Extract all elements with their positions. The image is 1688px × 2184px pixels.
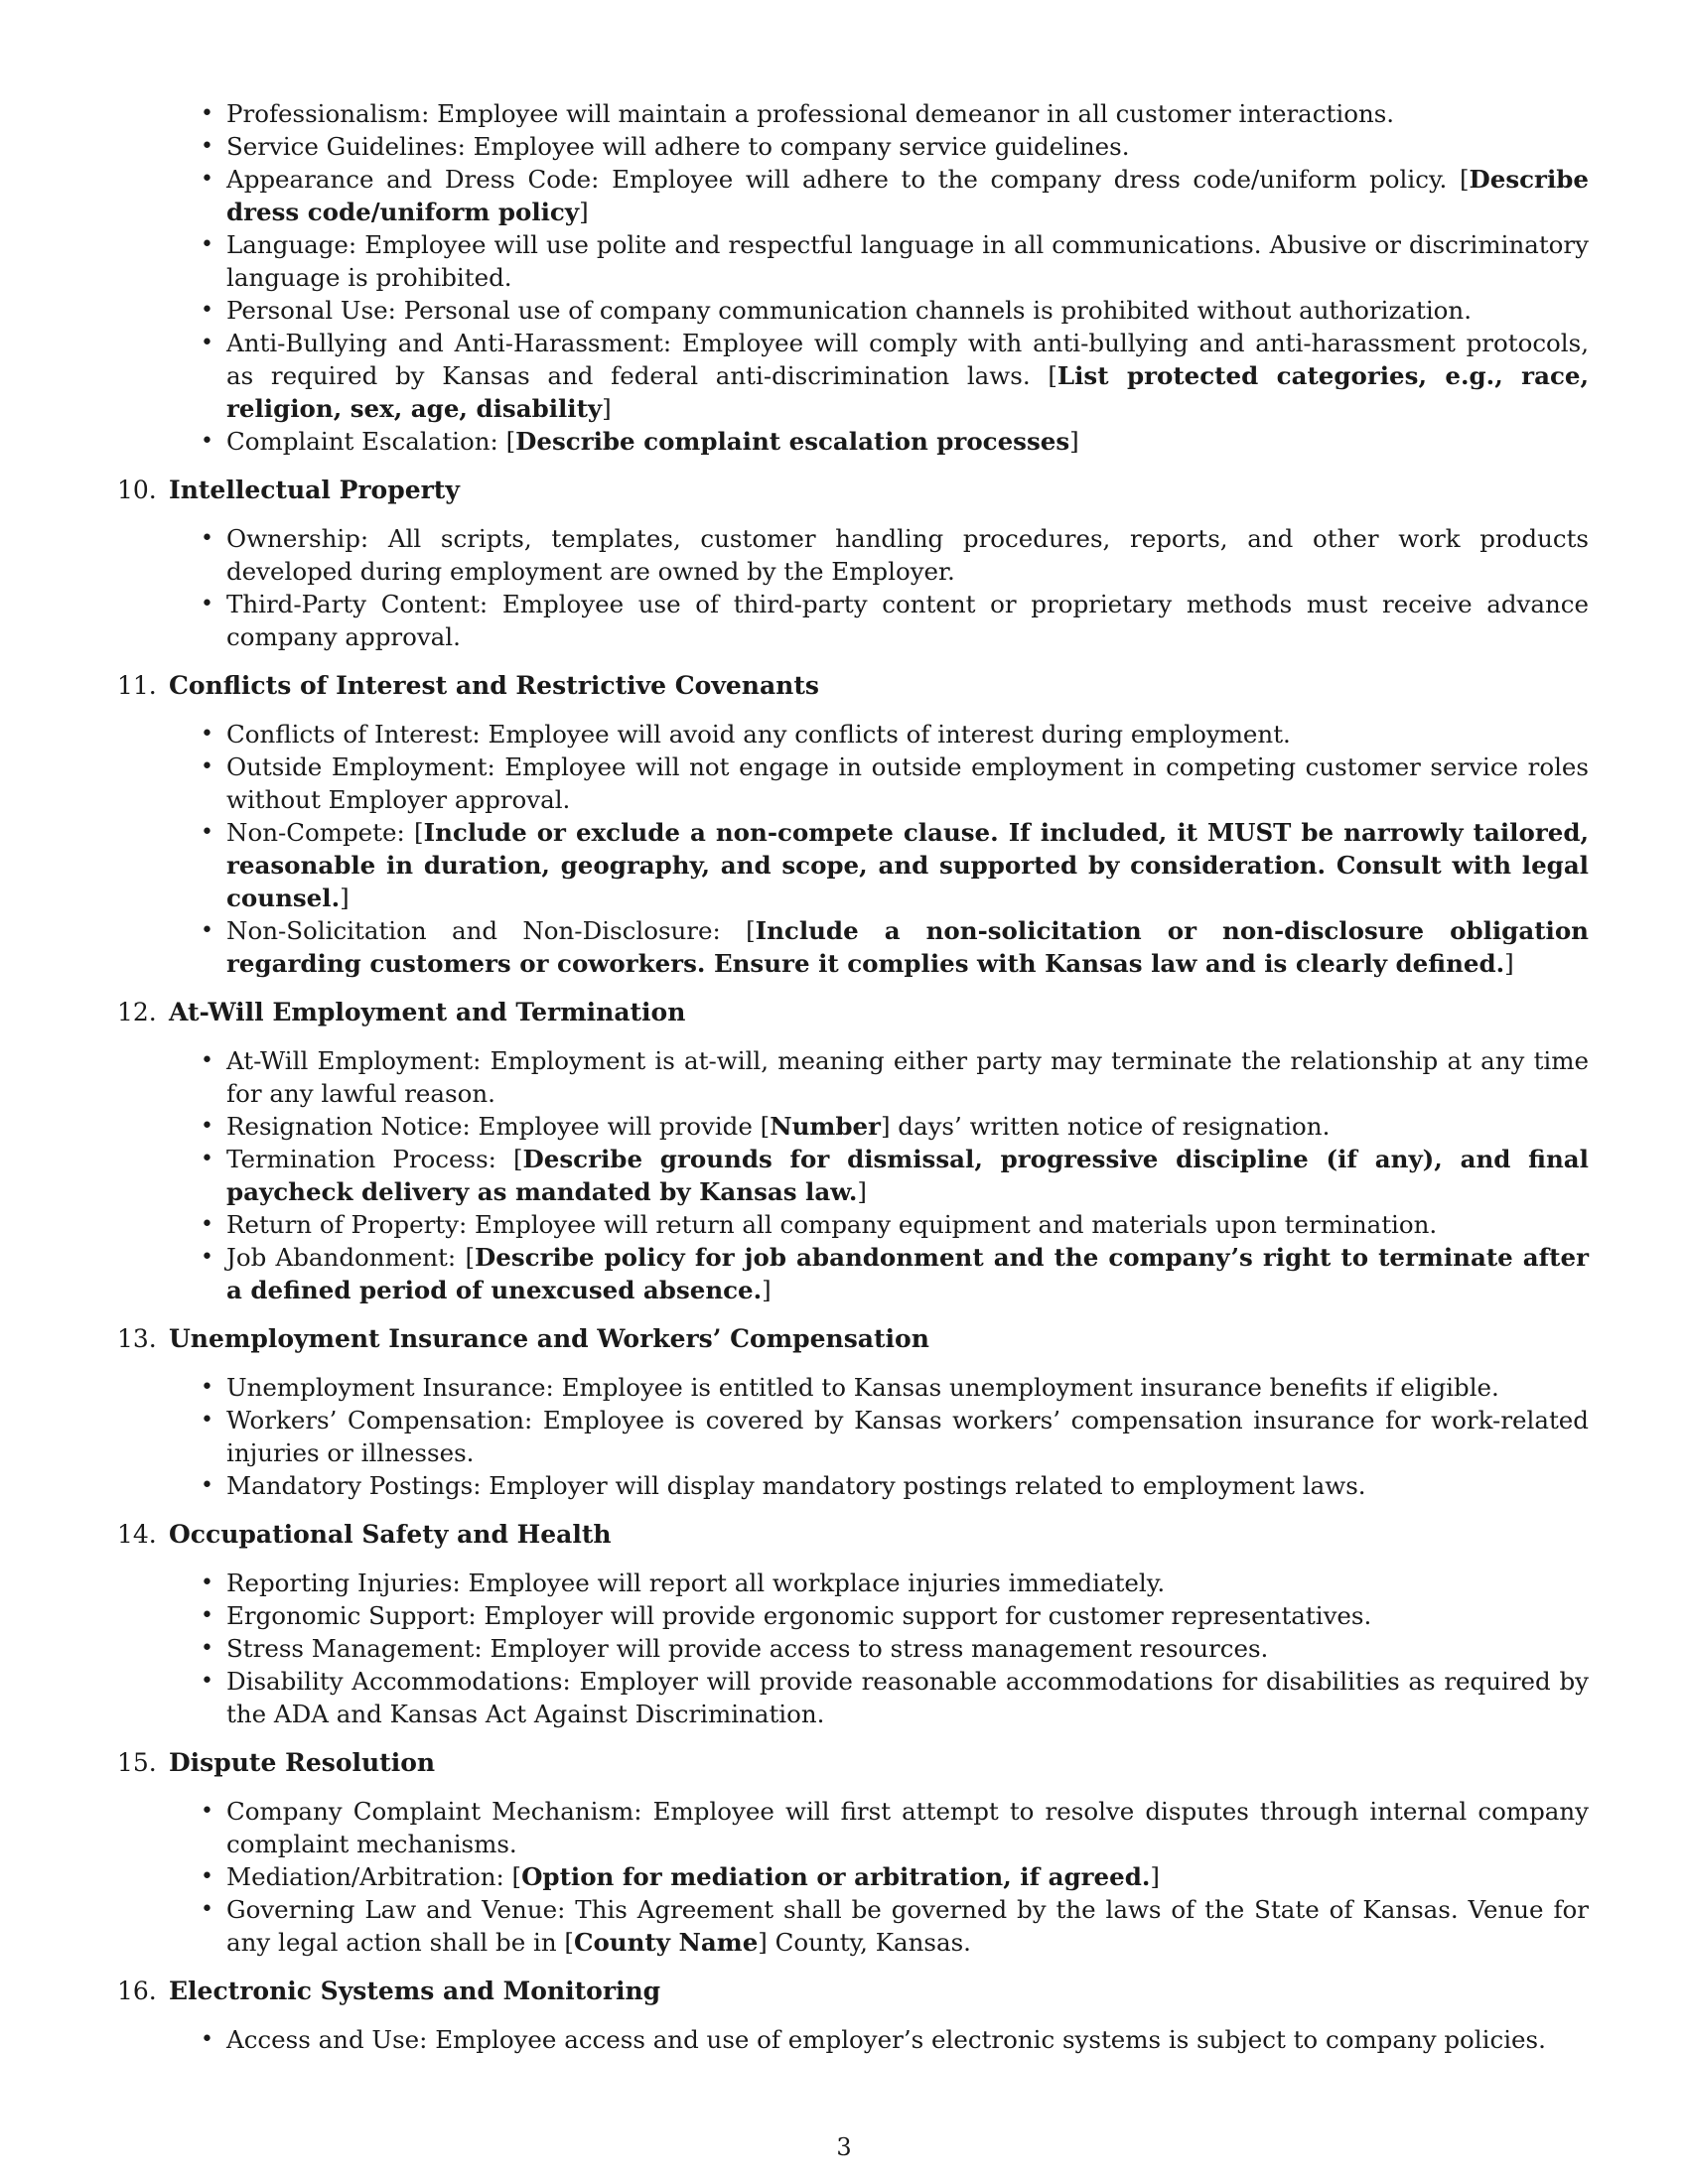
section	[119, 996, 1589, 1306]
list-item	[201, 718, 1589, 751]
list-item	[201, 1143, 1589, 1208]
section-heading	[119, 1746, 1589, 1779]
bullet-icon: •	[201, 1636, 213, 1661]
bullet-icon: •	[201, 1245, 213, 1270]
placeholder-text: List protected categories, e.g., race, religion, sex, age, disability	[226, 361, 1589, 423]
placeholder-text: Include a non-solicitation or non-disclosure obligation regarding customers or coworkers. Ensure it complies with Kansas law and is clearly defined.	[226, 916, 1589, 978]
sections-container	[119, 474, 1589, 2056]
item-text: Employer will display mandatory postings related to employment laws.	[481, 1471, 1366, 1500]
page-content	[119, 97, 1589, 2056]
list-item	[201, 1241, 1589, 1306]
list-item	[201, 163, 1589, 228]
list-item	[201, 228, 1589, 294]
item-label: Third-Party Content:	[226, 590, 489, 618]
section-bullet-list	[119, 1371, 1589, 1502]
list-item	[201, 751, 1589, 816]
section-bullet-list	[119, 1044, 1589, 1306]
list-item	[201, 1665, 1589, 1730]
section-heading	[119, 1322, 1589, 1355]
section-bullet-list	[119, 522, 1589, 653]
section-number: 13.	[117, 1324, 157, 1353]
item-text: [	[456, 1243, 476, 1272]
section-heading	[119, 669, 1589, 702]
item-text: [	[404, 818, 424, 847]
item-text-after: ]	[1150, 1862, 1160, 1891]
item-text: Employee will adhere to the company dress code/uniform policy. [	[599, 165, 1470, 194]
item-label: Personal Use:	[226, 296, 396, 325]
item-label: Stress Management:	[226, 1634, 483, 1663]
placeholder-text: Describe dress code/uniform policy	[226, 165, 1589, 226]
section-heading	[119, 996, 1589, 1028]
item-text: Employment is at-will, meaning either party may terminate the relationship at any time for any lawful reason.	[226, 1046, 1589, 1108]
section	[119, 1322, 1589, 1502]
section-title: Occupational Safety and Health	[169, 1520, 612, 1549]
item-label: Governing Law and Venue:	[226, 1895, 566, 1924]
bullet-icon: •	[201, 232, 213, 257]
bullet-icon: •	[201, 754, 213, 779]
section-bullet-list	[119, 1795, 1589, 1959]
list-item	[201, 816, 1589, 914]
item-label: Appearance and Dress Code:	[226, 165, 600, 194]
item-label: Conflicts of Interest:	[226, 720, 481, 749]
item-label: Job Abandonment:	[226, 1243, 457, 1272]
bullet-icon: •	[201, 1473, 213, 1498]
item-label: Resignation Notice:	[226, 1112, 471, 1141]
bullet-icon: •	[201, 1799, 213, 1824]
section-number: 14.	[117, 1520, 157, 1549]
list-item	[201, 1110, 1589, 1143]
list-item	[201, 1893, 1589, 1959]
bullet-icon: •	[201, 429, 213, 454]
bullet-icon: •	[201, 1212, 213, 1237]
list-item	[201, 1404, 1589, 1469]
list-item	[201, 97, 1589, 130]
item-text: Employee is covered by Kansas workers’ compensation insurance for work-related injuries or illnesses.	[226, 1406, 1589, 1467]
item-text: All scripts, templates, customer handling procedures, reports, and other work products developed during employment are owned by the Employer.	[226, 524, 1589, 586]
list-item	[201, 294, 1589, 327]
section-title: Conflicts of Interest and Restrictive Covenants	[169, 671, 819, 700]
bullet-icon: •	[201, 526, 213, 551]
section-number: 16.	[117, 1977, 157, 2005]
item-text: [	[720, 916, 756, 945]
item-text: Employer will provide access to stress management resources.	[482, 1634, 1269, 1663]
bullet-icon: •	[201, 592, 213, 616]
section-title: Unemployment Insurance and Workers’ Compensation	[169, 1324, 929, 1353]
section-bullet-list	[119, 1567, 1589, 1730]
section	[119, 474, 1589, 653]
item-label: Non-Compete:	[226, 818, 405, 847]
item-label: Disability Accommodations:	[226, 1667, 571, 1696]
item-label: Ergonomic Support:	[226, 1601, 477, 1630]
bullet-icon: •	[201, 298, 213, 323]
placeholder-text: Describe grounds for dismissal, progressive discipline (if any), and final paycheck delivery as mandated by Kansas law.	[226, 1145, 1589, 1206]
placeholder-text: Option for mediation or arbitration, if agreed.	[521, 1862, 1151, 1891]
bullet-icon: •	[201, 167, 213, 192]
item-label: Access and Use:	[226, 2025, 428, 2054]
item-text-after: ]	[762, 1276, 772, 1304]
list-item	[201, 1860, 1589, 1893]
item-text: Employee is entitled to Kansas unemployment insurance benefits if eligible.	[553, 1373, 1499, 1402]
item-text: Employee use of third-party content or proprietary methods must receive advance company approval.	[226, 590, 1589, 651]
item-text: Employee will comply with anti-bullying and anti-harassment protocols, as required by Kansas and federal anti-discrimination laws. [	[226, 329, 1589, 390]
item-text: Employee will provide [	[470, 1112, 771, 1141]
section-heading	[119, 1518, 1589, 1551]
list-item	[201, 2023, 1589, 2056]
bullet-icon: •	[201, 918, 213, 943]
section	[119, 1975, 1589, 2056]
item-label: Service Guidelines:	[226, 132, 466, 161]
bullet-icon: •	[201, 134, 213, 159]
item-text: Employee will not engage in outside employment in competing customer service roles without Employer approval.	[226, 752, 1589, 814]
section-number: 12.	[117, 998, 157, 1026]
item-text: Employee access and use of employer’s electronic systems is subject to company policies.	[427, 2025, 1546, 2054]
section-title: Dispute Resolution	[169, 1748, 436, 1777]
placeholder-text: Describe policy for job abandonment and the company’s right to terminate after a defined period of unexcused absence.	[226, 1243, 1589, 1304]
item-text: Personal use of company communication channels is prohibited without authorization.	[395, 296, 1472, 325]
section	[119, 1518, 1589, 1730]
intro-bullet-list	[119, 97, 1589, 458]
item-text-after: ] County, Kansas.	[758, 1928, 971, 1957]
item-label: Reporting Injuries:	[226, 1569, 461, 1597]
section-number: 11.	[117, 671, 157, 700]
item-label: Language:	[226, 230, 357, 259]
list-item	[201, 914, 1589, 980]
bullet-icon: •	[201, 101, 213, 126]
list-item	[201, 1567, 1589, 1599]
placeholder-text: Number	[770, 1112, 881, 1141]
bullet-icon: •	[201, 820, 213, 845]
section	[119, 1746, 1589, 1959]
item-text: Employee will use polite and respectful language in all communications. Abusive or discriminatory language is prohibited.	[226, 230, 1589, 292]
list-item	[201, 1795, 1589, 1860]
bullet-icon: •	[201, 1147, 213, 1171]
placeholder-text: Include or exclude a non-compete clause. If included, it MUST be narrowly tailored, reasonable in duration, geography, and scope, and supported by consideration. Consult with legal counsel.	[226, 818, 1589, 912]
item-label: Termination Process:	[226, 1145, 496, 1173]
bullet-icon: •	[201, 1570, 213, 1595]
list-item	[201, 1469, 1589, 1502]
item-label: At-Will Employment:	[226, 1046, 482, 1075]
list-item	[201, 1208, 1589, 1241]
placeholder-text: Describe complaint escalation processes	[515, 427, 1070, 456]
section-bullet-list	[119, 718, 1589, 980]
item-text-after: ]	[340, 884, 350, 912]
list-item	[201, 425, 1589, 458]
item-label: Mandatory Postings:	[226, 1471, 482, 1500]
item-label: Professionalism:	[226, 99, 430, 128]
item-label: Complaint Escalation:	[226, 427, 498, 456]
item-text: Employee will avoid any conflicts of interest during employment.	[480, 720, 1291, 749]
item-text: This Agreement shall be governed by the laws of the State of Kansas. Venue for any legal action shall be in [	[226, 1895, 1589, 1957]
bullet-icon: •	[201, 1897, 213, 1922]
list-item	[201, 1371, 1589, 1404]
item-text-after: ]	[602, 394, 612, 423]
section-number: 10.	[117, 476, 157, 504]
item-text: [	[497, 427, 516, 456]
item-label: Unemployment Insurance:	[226, 1373, 554, 1402]
bullet-icon: •	[201, 1603, 213, 1628]
item-label: Anti-Bullying and Anti-Harassment:	[226, 329, 672, 357]
list-item	[201, 130, 1589, 163]
list-item	[201, 588, 1589, 653]
placeholder-text: County Name	[573, 1928, 759, 1957]
list-item	[201, 1044, 1589, 1110]
item-text: Employee will first attempt to resolve disputes through internal company complaint mechanisms.	[226, 1797, 1589, 1858]
bullet-icon: •	[201, 331, 213, 355]
item-label: Non-Solicitation and Non-Disclosure:	[226, 916, 721, 945]
bullet-icon: •	[201, 722, 213, 747]
item-label: Mediation/Arbitration:	[226, 1862, 504, 1891]
section-number: 15.	[117, 1748, 157, 1777]
bullet-icon: •	[201, 1669, 213, 1694]
section-title: At-Will Employment and Termination	[169, 998, 686, 1026]
page-number: 3	[836, 2133, 852, 2161]
item-text: Employee will report all workplace injuries immediately.	[460, 1569, 1166, 1597]
item-label: Return of Property:	[226, 1210, 468, 1239]
item-text-after: ]	[1069, 427, 1079, 456]
bullet-icon: •	[201, 1864, 213, 1889]
list-item	[201, 327, 1589, 425]
section-heading	[119, 474, 1589, 506]
item-text-after: ] days’ written notice of resignation.	[880, 1112, 1331, 1141]
item-label: Company Complaint Mechanism:	[226, 1797, 642, 1826]
section-heading	[119, 1975, 1589, 2007]
section-title: Intellectual Property	[169, 476, 460, 504]
item-text: Employer will provide reasonable accommodations for disabilities as required by the ADA and Kansas Act Against Discrimination.	[226, 1667, 1589, 1728]
item-label: Outside Employment:	[226, 752, 495, 781]
section-title: Electronic Systems and Monitoring	[169, 1977, 661, 2005]
item-text-after: ]	[579, 198, 589, 226]
item-label: Ownership:	[226, 524, 369, 553]
item-text: [	[503, 1862, 522, 1891]
list-item	[201, 1599, 1589, 1632]
item-text: Employee will return all company equipment and materials upon termination.	[467, 1210, 1438, 1239]
bullet-icon: •	[201, 1375, 213, 1400]
section-bullet-list	[119, 2023, 1589, 2056]
list-item	[201, 522, 1589, 588]
bullet-icon: •	[201, 2027, 213, 2052]
item-text: Employer will provide ergonomic support for customer representatives.	[476, 1601, 1372, 1630]
bullet-icon: •	[201, 1408, 213, 1433]
item-text: [	[495, 1145, 523, 1173]
section	[119, 669, 1589, 980]
bullet-icon: •	[201, 1048, 213, 1073]
item-text-after: ]	[1504, 949, 1514, 978]
item-text-after: ]	[857, 1177, 867, 1206]
bullet-icon: •	[201, 1114, 213, 1139]
item-text: Employee will adhere to company service guidelines.	[465, 132, 1130, 161]
list-item	[201, 1632, 1589, 1665]
item-text: Employee will maintain a professional demeanor in all customer interactions.	[429, 99, 1395, 128]
item-label: Workers’ Compensation:	[226, 1406, 533, 1434]
